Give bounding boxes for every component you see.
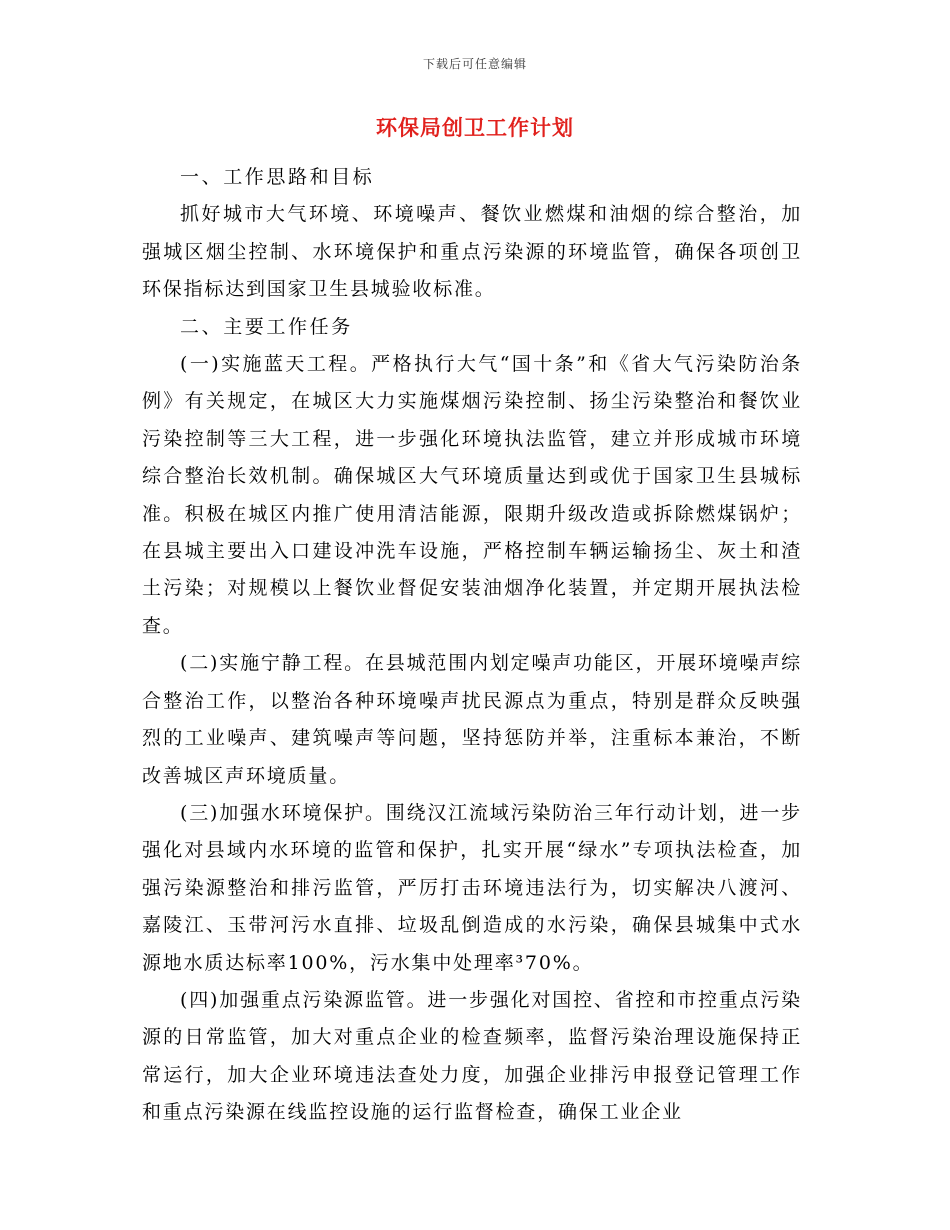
header-note: 下载后可任意编辑 [422,57,527,71]
document-title: 环保局创卫工作计划 [376,115,574,140]
paragraph-pollution-sources: (四)加强重点污染源监管。进一步强化对国控、省控和市控重点污染源的日常监管，加大对重点企业的检查频率，监督污染治理设施保持正常运行，加大企业环境违法查处力度，加强企业排污申报登记管理工作和重点污染源在线监控设施的运行监督检查，确保工业企业 [142,988,802,1124]
section-heading-tasks: 二、主要工作任务 [180,315,353,338]
paragraph-water: (三)加强水环境保护。围绕汉江流域污染防治三年行动计划，进一步强化对县域内水环境的监管和保护，扎实开展“绿水”专项执法检查，加强污染源整治和排污监管，严厉打击环境违法行为，切实解决八渡河、嘉陵江、玉带河污水直排、垃圾乱倒造成的水污染，确保县城集中式水源地水质达标率100%，污水集中处理率³70%。 [142,801,802,974]
paragraph-goals: 抓好城市大气环境、环境噪声、餐饮业燃煤和油烟的综合整治，加强城区烟尘控制、水环境保护和重点污染源的环境监管，确保各项创卫环保指标达到国家卫生县城验收标准。 [142,203,802,301]
document-body [142,159,802,1132]
paragraph-quiet: (二)实施宁静工程。在县城范围内划定噪声功能区，开展环境噪声综合整治工作，以整治各种环境噪声扰民源点为重点，特别是群众反映强烈的工业噪声、建筑噪声等问题，坚持惩防并举，注重标本兼治，不断改善城区声环境质量。 [142,652,802,787]
paragraph-blue-sky: (一)实施蓝天工程。严格执行大气“国十条”和《省大气污染防治条例》有关规定，在城区大力实施煤烟污染控制、扬尘污染整治和餐饮业污染控制等三大工程，进一步强化环境执法监管，建立并形成城市环境综合整治长效机制。确保城区大气环境质量达到或优于国家卫生县城标准。积极在城区内推广使用清洁能源，限期升级改造或拆除燃煤锅炉；在县城主要出入口建设冲洗车设施，严格控制车辆运输扬尘、灰土和渣土污染；对规模以上餐饮业督促安装油烟净化装置，并定期开展执法检查。 [142,353,802,637]
section-heading-goals: 一、工作思路和目标 [180,166,375,188]
